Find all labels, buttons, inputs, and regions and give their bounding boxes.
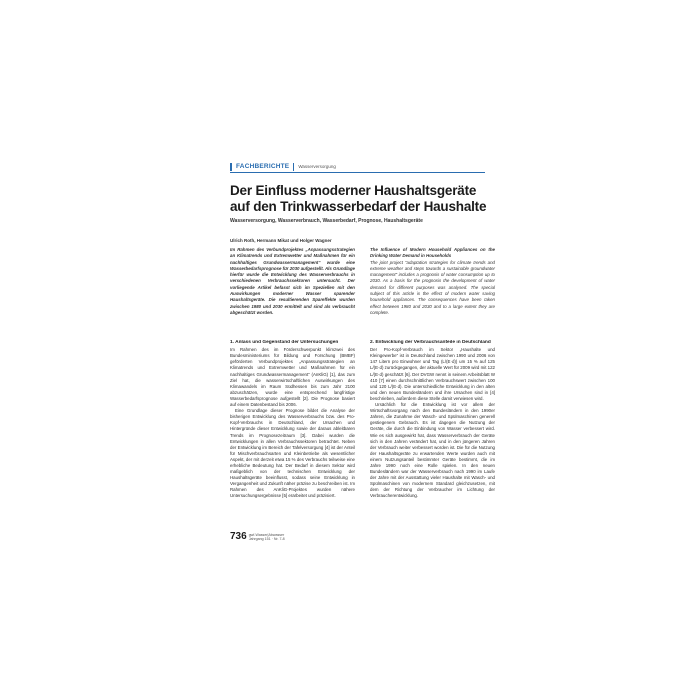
header-marker — [230, 163, 232, 171]
section-2-paragraph-2: Ursächlich für die Entwicklung ist vor allem der Wirtschaftsvorgang nach den Bundesländern in den 1990er Jahren, die Zunahme der Wasch- und Spülmaschinen generell gestiegenem Gebrauch. Es ist dagegen die Nutzung der Geräte, die durch die Einbindung von Wasser verbessert wird. Wie es sich ausgewirkt hat, dass Wasserverbrauch der Geräte sich in den Jahren verändert hat, und in den jüngeren Jahren der Verbrauch weiter verbessert worden ist. Die für die Nutzung der Haushaltsgeräte zu erwartenden Werte wurden auch mit einem Nutzungsanteil bestimmter Geräte bestimmt, die im Jahre 1990 noch eine Rolle spielen. In den neuen Bundesländern war der Wasserverbrauch nach 1990 im Laufe der Jahre mit der Ausstattung vieler Haushalte mit Wasch- und Spülmaschinen von modernem Standard gleichzusetzen, mit dem der Richtung der Verbraucher im Lichtung der Verbraucherentwicklung. — [370, 402, 495, 499]
section-2-heading: 2. Entwicklung der Verbrauchsanteile in Deutschland — [370, 340, 491, 345]
title-line-1: Der Einfluss moderner Haushaltsgeräte — [230, 183, 477, 198]
article-keywords: Wasserversorgung, Wasserverbrauch, Wasserbedarf, Prognose, Haushaltsgeräte — [230, 218, 423, 224]
header-separator — [293, 163, 294, 171]
topic-label: Wasserversorgung — [298, 164, 336, 169]
section-1-heading: 1. Anlass und Gegenstand der Untersuchungen — [230, 340, 339, 345]
section-label: FACHBERICHTE — [236, 163, 290, 170]
column-left — [230, 340, 355, 522]
column-right — [370, 340, 495, 522]
page-number: 736 — [230, 531, 247, 542]
page-footer — [230, 532, 285, 542]
title-line-2: auf den Trinkwasserbedarf der Haushalte — [230, 199, 487, 214]
abstract-english-title: The Influence of Modern Household Appliances on the Drinking Water Demand in Households — [370, 247, 495, 259]
article-authors: Ulrich Roth, Hermann Mikat und Holger Wagner — [230, 238, 332, 243]
section-2-paragraph-1: Der Pro-Kopf-Verbrauch im Sektor „Haushalte und Kleingewerbe“ ist in Deutschland zwischen 1990 und 2006 von 147 Litern pro Einwohner und Tag (L/(E·d)) um 15 % auf 125 L/(E·d) zurückgegangen, der aktuelle Wert für 2009 wird mit 122 L/(E·d) geschätzt [6]. Der DVGW nennt in seinem Arbeitsblatt W 410 [7] einen durchschnittlichen Verbrauchswert zwischen 100 und 120 L/(E·d). Die unterschiedliche Entwicklung in den alten und den neuen Bundesländern und ihre Ursachen sind in [4] beschrieben, außerdem diese Stelle damit verwiesen wird. — [370, 347, 495, 401]
article-title — [230, 183, 500, 215]
abstract-english — [370, 247, 495, 316]
section-1-paragraph-1: Im Rahmen des im Förderschwerpunkt klimzwei des Bundesministeriums für Bildung und Forschung (BMBF) geförderten Verbundprojektes „Anpassungsstrategien an Klimatrends und Extremwetter und Maßnahmen für ein nachhaltiges Grundwassermanagement“ (AnKliG) [1], das zum Ziel hat, die wasserwirtschaftlichen Auswirkungen des Klimawandels im Raum Südhessen bis zum Jahr 2100 abzuschätzen, wurde eine entsprechend langfristige Wasserbedarfsprognose aufgestellt [2]. Die Prognose basiert auf einem Datenbestand bis 2006. — [230, 347, 355, 408]
journal-info — [249, 533, 285, 541]
section-header — [230, 161, 485, 173]
abstract-german: Im Rahmen des Verbundprojektes „Anpassungsstrategien an Klimatrends und Extremwetter und Maßnahmen für ein nachhaltiges Grundwassermanagement“ wurde eine Wasserbedarfsprognose für 2030 aufgestellt. Als Grundlage hierfür wurde die Entwicklung des Wasserverbrauchs in verschiedenen Verbrauchssektoren untersucht. Der vorliegende Artikel befasst sich im Speziellen mit den Auswirkungen moderner Wasser sparender Haushaltsgeräte. Die resultierenden Spareffekte wurden zwischen 1980 und 2030 ermittelt und sind als verbraucht abgeschätzt worden. — [230, 247, 355, 315]
section-1-paragraph-2: Eine Grundlage dieser Prognose bildet die Analyse der bisherigen Entwicklung des Wasserverbrauchs bzw. des Pro-Kopf-Verbrauchs in Deutschland, der Ursachen und Hintergründe dieser Entwicklung sowie der daraus ableitbaren Trends im Prognosezeitraum [3]. Dabei wurden die Entwicklungen in allen Verbrauchssektoren betrachtet. Neben der Entwicklung im Bereich der Tafelversorgung [4] ist der Anteil für Mischverbrauchsarten und Kleinbetriebe als wesentlicher Aspekt, der mit derzeit etwa 15 % des Verbrauchs teilweise eine erhebliche Bedeutung hat. Der Bedarf in diesem Sektor wird maßgeblich von der technischen Entwicklung der Haushaltsgeräte beeinflusst, sodass seine Entwicklung in Vergangenheit und Zukunft näher präzise zu beschreiben ist. Im Rahmen des AnKliG-Projektes wurden nähere Untersuchungsergebnisse [5] erarbeitet und präzisiert. — [230, 408, 355, 499]
abstract-english-text: The joint project “adaptation strategies for climate trends and extreme weather and steps towards a sustainable groundwater management” includes a prognosis of water consumption up to 2030. As a basis for the prognosis the development of water demand for different purposes was analysed. The special subject of this article is the effect of modern water saving household appliances. The consequences have been taken effect between 1980 and 2030 and to a large extent they are complete. — [370, 259, 495, 315]
journal-line-1: gwf-Wasser|Abwasser — [248, 532, 285, 537]
journal-line-2: Jahrgang 151 · Nr. 7-8 — [248, 536, 285, 541]
